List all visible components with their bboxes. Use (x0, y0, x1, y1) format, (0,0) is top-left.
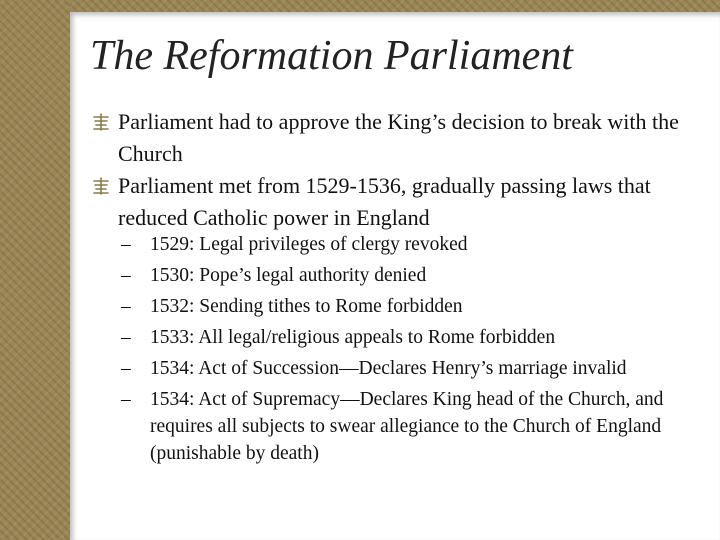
sub-bullet-item (121, 386, 681, 467)
sub-bullet-item (121, 231, 681, 258)
bullet-item (90, 170, 690, 234)
dash-marker: – (121, 265, 131, 286)
slide-frame-left (0, 0, 70, 540)
sub-bullet-item (121, 293, 681, 320)
wheat-sheaf-icon (92, 177, 110, 195)
sub-bullet-item (121, 355, 681, 382)
dash-marker: – (121, 327, 131, 348)
dash-marker: – (121, 389, 131, 410)
sub-bullet-item (121, 262, 681, 289)
slide-title: The Reformation Parliament (90, 33, 573, 79)
bullet-list (90, 106, 690, 234)
sub-bullet-list (121, 231, 681, 471)
bullet-item (90, 106, 690, 170)
dash-marker: – (121, 358, 131, 379)
sub-bullet-item (121, 324, 681, 351)
sub-bullet-text: 1534: Act of Succession—Declares Henry’s marriage invalid (150, 358, 627, 379)
bullet-text: Parliament had to approve the King’s decision to break with the Church (118, 109, 679, 166)
sub-bullet-text: 1530: Pope’s legal authority denied (150, 265, 427, 286)
wheat-sheaf-icon (92, 113, 110, 131)
sub-bullet-text: 1534: Act of Supremacy—Declares King head of the Church, and requires all subjects to swear allegiance to the Church of England (punishable by death) (150, 389, 664, 464)
sub-bullet-text: 1532: Sending tithes to Rome forbidden (150, 296, 463, 317)
sub-bullet-text: 1533: All legal/religious appeals to Rome forbidden (150, 327, 556, 348)
dash-marker: – (121, 296, 131, 317)
sub-bullet-text: 1529: Legal privileges of clergy revoked (150, 234, 468, 255)
dash-marker: – (121, 234, 131, 255)
slide-frame-top (0, 0, 720, 12)
bullet-text: Parliament met from 1529-1536, gradually passing laws that reduced Catholic power in England (118, 173, 651, 230)
